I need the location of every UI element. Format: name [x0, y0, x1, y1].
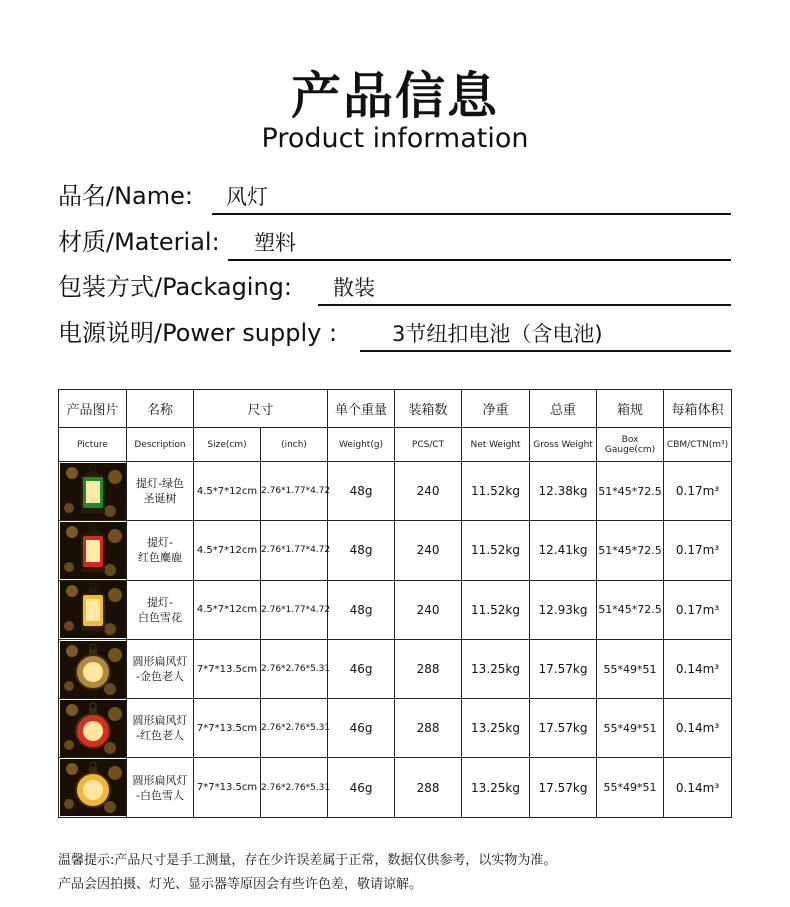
snowflake-icon: [60, 581, 126, 638]
size-cm-cell: 4.5*7*12cm: [194, 580, 261, 639]
description-cell: [127, 639, 194, 698]
net-weight-cell: 13.25kg: [462, 639, 530, 698]
description-cell: [127, 462, 194, 521]
subheader-cell: (inch): [261, 428, 328, 462]
info-value: 风灯: [226, 185, 268, 209]
gross-weight-cell: 17.57kg: [530, 639, 597, 698]
page-title-en: Product information: [261, 123, 529, 154]
description-cell: [127, 699, 194, 758]
info-row-power: [58, 316, 731, 352]
description-line-2: -白色雪人: [136, 788, 184, 802]
info-label: 品名/Name:: [58, 182, 193, 210]
info-value: 塑料: [254, 231, 296, 255]
size-inch-cell: 2.76*1.77*4.72: [261, 521, 328, 580]
cbm-cell: 0.14m³: [664, 699, 732, 758]
gross-weight-cell: 17.57kg: [530, 699, 597, 758]
header-cell: 每箱体积: [664, 390, 732, 428]
santa-icon: [60, 641, 126, 698]
picture-cell: [59, 462, 127, 521]
box-gauge-cell: 51*45*72.5: [597, 521, 664, 580]
weight-cell: 46g: [328, 758, 395, 817]
net-weight-cell: 13.25kg: [462, 758, 530, 817]
description-line-1: 圆形扁风灯: [132, 655, 188, 669]
note-line-1: 温馨提示:产品尺寸是手工测量，存在少许误差属于正常，数据仅供参考，以实物为准。: [58, 853, 557, 868]
box-gauge-cell: 55*49*51: [597, 758, 664, 817]
size-inch-cell: 2.76*1.77*4.72: [261, 580, 328, 639]
gross-weight-cell: 12.93kg: [530, 580, 597, 639]
weight-cell: 46g: [328, 699, 395, 758]
tree-icon: [60, 463, 126, 520]
weight-cell: 48g: [328, 521, 395, 580]
reindeer-icon: [60, 522, 126, 579]
table-row: [59, 521, 732, 580]
description-cell: [127, 580, 194, 639]
subheader-cell: CBM/CTN(m³): [664, 428, 732, 462]
table-header-row: [59, 390, 732, 428]
pcs-cell: 288: [395, 699, 462, 758]
subheader-cell: Box Gauge(cm): [597, 428, 664, 462]
header-cell: 总重: [530, 390, 597, 428]
description-line-1: 提灯-: [147, 595, 173, 609]
info-value: 3节纽扣电池（含电池): [392, 322, 603, 346]
subheader-cell: Size(cm): [194, 428, 261, 462]
size-cm-cell: 7*7*13.5cm: [194, 639, 261, 698]
box-gauge-cell: 55*49*51: [597, 699, 664, 758]
info-label: 电源说明/Power supply :: [58, 319, 338, 347]
description-line-1: 圆形扁风灯: [132, 714, 188, 728]
gross-weight-cell: 12.41kg: [530, 521, 597, 580]
header-cell: 箱规: [597, 390, 664, 428]
underline: [212, 213, 731, 215]
table-row: [59, 580, 732, 639]
pcs-cell: 240: [395, 521, 462, 580]
description-line-2: 白色雪花: [138, 610, 182, 624]
gross-weight-cell: 17.57kg: [530, 758, 597, 817]
snowman-icon: [60, 759, 126, 816]
cbm-cell: 0.14m³: [664, 758, 732, 817]
description-line-2: 圣诞树: [143, 492, 177, 506]
underline: [318, 304, 731, 306]
table-row: [59, 699, 732, 758]
pcs-cell: 240: [395, 462, 462, 521]
table-row: [59, 639, 732, 698]
size-inch-cell: 2.76*2.76*5.31: [261, 639, 328, 698]
box-gauge-cell: 51*45*72.5: [597, 462, 664, 521]
description-line-1: 圆形扁风灯: [132, 773, 188, 787]
box-gauge-cell: 51*45*72.5: [597, 580, 664, 639]
page-title-cn: 产品信息: [291, 67, 499, 125]
subheader-cell: Gross Weight: [530, 428, 597, 462]
size-inch-cell: 2.76*2.76*5.31: [261, 758, 328, 817]
info-label: 材质/Material:: [58, 228, 220, 256]
size-inch-cell: 2.76*1.77*4.72: [261, 462, 328, 521]
header-cell: 装箱数: [395, 390, 462, 428]
subheader-cell: Description: [127, 428, 194, 462]
cbm-cell: 0.17m³: [664, 462, 732, 521]
info-row-packaging: [58, 270, 731, 306]
picture-cell: [59, 521, 127, 580]
size-cm-cell: 7*7*13.5cm: [194, 699, 261, 758]
weight-cell: 48g: [328, 462, 395, 521]
gross-weight-cell: 12.38kg: [530, 462, 597, 521]
size-cm-cell: 4.5*7*12cm: [194, 462, 261, 521]
description-cell: [127, 758, 194, 817]
description-line-2: 红色麋鹿: [138, 551, 182, 565]
cbm-cell: 0.17m³: [664, 580, 732, 639]
subheader-cell: Weight(g): [328, 428, 395, 462]
description-cell: [127, 521, 194, 580]
net-weight-cell: 13.25kg: [462, 699, 530, 758]
info-row-material: [58, 225, 731, 261]
header-cell: 净重: [462, 390, 530, 428]
net-weight-cell: 11.52kg: [462, 580, 530, 639]
picture-cell: [59, 758, 127, 817]
description-line-1: 提灯-: [147, 536, 173, 550]
subheader-cell: Picture: [59, 428, 127, 462]
header-cell: 尺寸: [194, 390, 328, 428]
underline: [360, 350, 731, 352]
cbm-cell: 0.17m³: [664, 521, 732, 580]
size-inch-cell: 2.76*2.76*5.31: [261, 699, 328, 758]
table-row: [59, 462, 732, 521]
description-line-2: -金色老人: [136, 670, 184, 684]
size-cm-cell: 4.5*7*12cm: [194, 521, 261, 580]
pcs-cell: 288: [395, 639, 462, 698]
weight-cell: 48g: [328, 580, 395, 639]
description-line-1: 提灯-绿色: [136, 477, 184, 491]
subheader-cell: Net Weight: [462, 428, 530, 462]
info-label: 包装方式/Packaging:: [58, 273, 292, 301]
spec-table: [58, 389, 732, 818]
picture-cell: [59, 580, 127, 639]
net-weight-cell: 11.52kg: [462, 521, 530, 580]
underline: [228, 259, 731, 261]
subheader-cell: PCS/CT: [395, 428, 462, 462]
info-row-name: [58, 179, 731, 215]
description-line-2: -红色老人: [136, 729, 184, 743]
santa-icon: [60, 700, 126, 757]
net-weight-cell: 11.52kg: [462, 462, 530, 521]
size-cm-cell: 7*7*13.5cm: [194, 758, 261, 817]
table-subheader-row: [59, 428, 732, 462]
cbm-cell: 0.14m³: [664, 639, 732, 698]
weight-cell: 46g: [328, 639, 395, 698]
header-cell: 名称: [127, 390, 194, 428]
note-line-2: 产品会因拍摄、灯光、显示器等原因会有些许色差，敬请谅解。: [58, 877, 423, 892]
header-cell: 单个重量: [328, 390, 395, 428]
picture-cell: [59, 699, 127, 758]
pcs-cell: 240: [395, 580, 462, 639]
table-row: [59, 758, 732, 817]
info-value: 散装: [333, 276, 375, 300]
header-cell: 产品图片: [59, 390, 127, 428]
box-gauge-cell: 55*49*51: [597, 639, 664, 698]
picture-cell: [59, 639, 127, 698]
pcs-cell: 288: [395, 758, 462, 817]
